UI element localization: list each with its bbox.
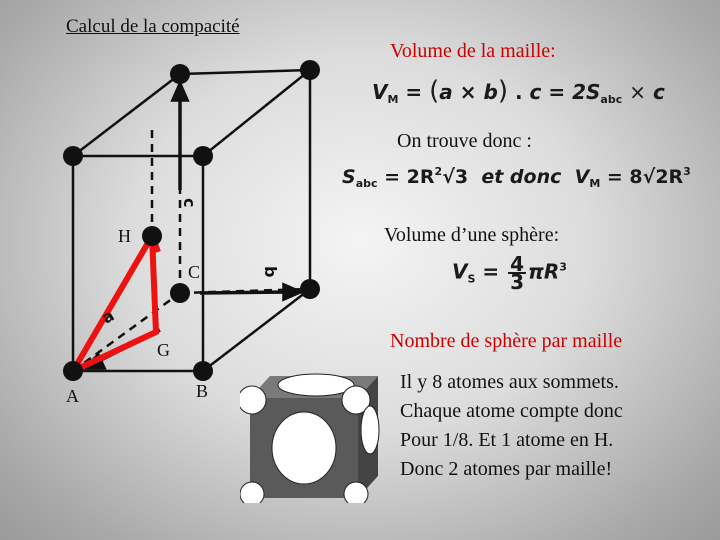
slide-title: Calcul de la compacité xyxy=(66,16,240,37)
label-B: B xyxy=(196,381,209,401)
fraction-numerator: 4 xyxy=(510,252,525,276)
formula-symbol: V xyxy=(372,80,388,104)
sphere-corner xyxy=(240,386,266,414)
label-vec-a: a xyxy=(98,305,118,328)
atom xyxy=(300,279,320,299)
formula-a: a xyxy=(439,80,453,104)
fraction-denominator: 3 xyxy=(510,270,525,294)
formula-dot: . xyxy=(514,80,523,104)
formula-eq: = xyxy=(548,80,566,104)
formula-sub: S xyxy=(467,272,476,286)
label-vec-c: c xyxy=(180,198,199,208)
label-H: H xyxy=(118,226,131,246)
body-line: Donc 2 atomes par maille! xyxy=(400,458,613,480)
atom xyxy=(193,146,213,166)
formula-times: × xyxy=(629,80,646,104)
heading-on-trouve: On trouve donc : xyxy=(397,130,532,152)
formula-pi-r: πR xyxy=(528,259,560,284)
atom xyxy=(63,146,83,166)
sphere-top xyxy=(278,374,354,396)
formula-symbol: V xyxy=(574,166,590,188)
formula-vs xyxy=(452,252,567,294)
body-line: Chaque atome compte donc xyxy=(400,400,623,422)
label-A: A xyxy=(66,386,79,406)
vector-c-head xyxy=(173,84,187,100)
formula-c: c xyxy=(652,80,665,104)
label-vec-b: b xyxy=(261,266,280,278)
label-G: G xyxy=(157,340,170,360)
formula-sup: 2 xyxy=(434,165,443,178)
formula-b: b xyxy=(483,80,498,104)
formula-fraction xyxy=(508,252,526,294)
formula-eq: = xyxy=(405,80,423,104)
sphere-face-center xyxy=(272,412,336,484)
sphere-corner xyxy=(344,482,368,503)
atom xyxy=(170,64,190,84)
edge xyxy=(203,70,310,156)
formula-sup: 3 xyxy=(559,260,567,274)
edge xyxy=(180,70,310,74)
edge xyxy=(73,74,180,156)
formula-rhs: = 2R xyxy=(384,166,435,188)
formula-symbol: V xyxy=(452,259,468,284)
heading-volume-sphere: Volume d’une sphère: xyxy=(384,224,560,246)
formula-sub: abc xyxy=(600,93,623,106)
formula-vm xyxy=(372,76,665,106)
heading-volume-maille: Volume de la maille: xyxy=(390,40,556,62)
body-line: Pour 1/8. Et 1 atome en H. xyxy=(400,429,614,451)
heading-nombre-sphere: Nombre de sphère par maille xyxy=(390,330,623,352)
formula-sub: M xyxy=(589,177,601,190)
atom xyxy=(300,60,320,80)
atom-A xyxy=(63,361,83,381)
formula-et-donc: et donc xyxy=(481,166,562,188)
formula-rhs: = 8√2R xyxy=(606,166,684,188)
sphere-side xyxy=(361,406,379,454)
cube-spheres-illustration xyxy=(240,368,380,503)
formula-2s: 2S xyxy=(572,80,601,104)
vector-b-arrow xyxy=(200,292,290,293)
formula-root: √3 xyxy=(442,166,469,188)
formula-sup: 3 xyxy=(683,165,691,178)
sphere-corner xyxy=(240,482,264,503)
atom-B xyxy=(193,361,213,381)
atom-H xyxy=(142,226,162,246)
body-line: Il y 8 atomes aux sommets. xyxy=(400,371,619,393)
formula-times: × xyxy=(459,80,477,104)
formula-eq: = xyxy=(482,259,500,284)
atoms xyxy=(63,60,320,381)
formula-paren: ) xyxy=(497,76,508,106)
formula-paren: ( xyxy=(429,76,440,106)
formula-c: c xyxy=(529,80,542,104)
atom-count-explanation xyxy=(400,368,623,484)
edge xyxy=(203,289,310,371)
vector-b-head xyxy=(284,285,300,299)
atom xyxy=(170,283,190,303)
formula-sabc xyxy=(342,165,691,190)
formula-sub: M xyxy=(387,93,399,106)
formula-symbol: S xyxy=(342,166,356,188)
triangle-AHG xyxy=(73,236,156,371)
formula-sub: abc xyxy=(355,177,378,190)
label-C: C xyxy=(188,262,201,282)
